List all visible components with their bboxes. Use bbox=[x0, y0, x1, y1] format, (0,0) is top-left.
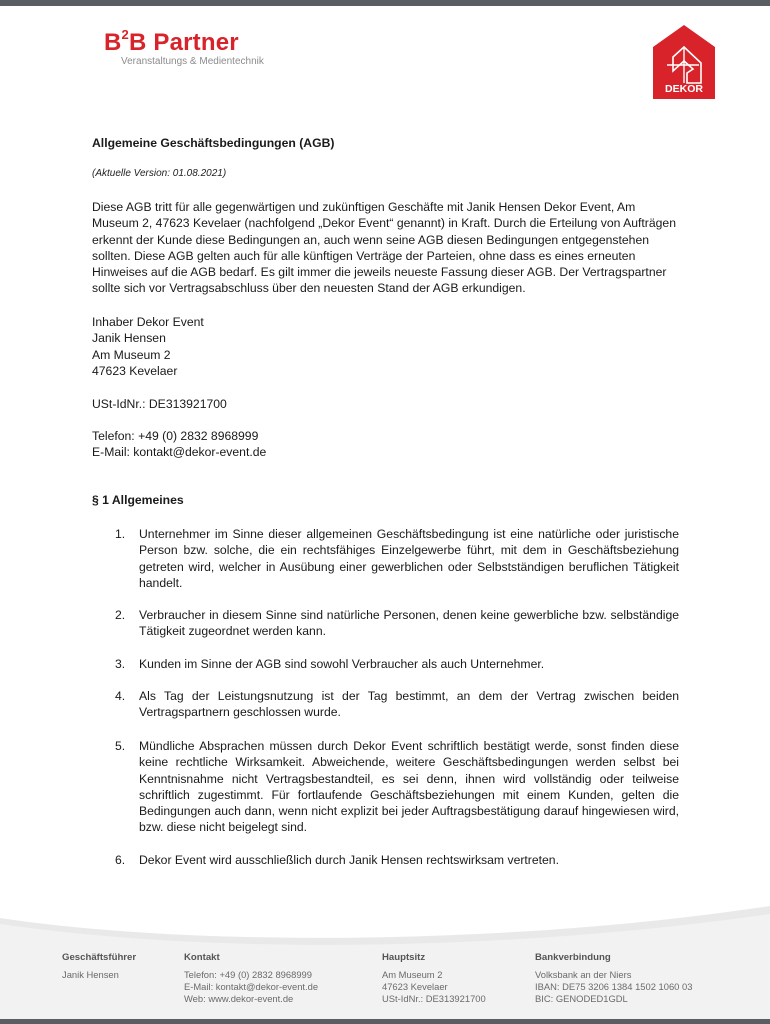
footer-line: IBAN: DE75 3206 1384 1502 1060 03 bbox=[535, 981, 693, 992]
document-version: (Aktuelle Version: 01.08.2021) bbox=[92, 168, 227, 179]
owner-line: 47623 Kevelaer bbox=[92, 363, 178, 378]
contact-block bbox=[92, 428, 266, 461]
footer-heading: Hauptsitz bbox=[382, 952, 426, 963]
footer-contact bbox=[184, 952, 318, 1005]
clause-number: 1. bbox=[115, 527, 126, 541]
clause-number: 5. bbox=[115, 739, 126, 753]
clause-text: Verbraucher in diesem Sinne sind natürliche Personen, denen keine gewerbliche bzw. selbständige Tätigkeit zugeordnet werden kann. bbox=[139, 608, 679, 639]
dekor-logo bbox=[653, 25, 715, 99]
footer-bank bbox=[535, 952, 692, 1005]
clause-text: Unternehmer im Sinne dieser allgemeinen Geschäftsbedingung ist eine natürliche oder juristische Person bzw. solche, die ein rechtsfähiges Einzelgewerbe führt, mit dem in Geschäftsbeziehung getreten wird, welcher in Ausübung einer gewerblichen oder Selbstständigen beruflichen Tätigkeit handelt. bbox=[139, 527, 679, 590]
vat-id: USt-IdNr.: DE313921700 bbox=[92, 397, 227, 411]
clause-number: 6. bbox=[115, 853, 126, 867]
footer-heading: Bankverbindung bbox=[535, 952, 611, 963]
owner-line: Janik Hensen bbox=[92, 331, 166, 346]
owner-line: Am Museum 2 bbox=[92, 347, 171, 362]
footer-line: Am Museum 2 bbox=[382, 969, 443, 980]
phone-text: Telefon: +49 (0) 2832 8968999 bbox=[92, 429, 259, 443]
footer-line: E-Mail: kontakt@dekor-event.de bbox=[184, 981, 319, 992]
dekor-logo-text: DEKOR bbox=[665, 83, 703, 95]
b2b-partner-logo bbox=[104, 27, 264, 67]
bottom-bar bbox=[0, 1019, 770, 1024]
footer-line: Web: www.dekor-event.de bbox=[184, 993, 294, 1004]
clause-item bbox=[92, 656, 682, 672]
intro-paragraph: Diese AGB tritt für alle gegenwärtigen und zukünftigen Geschäfte mit Janik Hensen Dekor Event, Am Museum 2, 47623 Kevelaer (nachfolgend „Dekor Event“ genannt) in Kraft. Durch die Erteilung von Aufträgen erkennt der Kunde diese Bedingungen an, auch wenn seine AGB diesen Bedingungen entgegenstehen sollten. Diese AGB gelten auch für alle künftigen Verträge der Parteien, ohne dass es eines erneuten Hinweises auf die AGB bedarf. Es gilt immer die jeweils neueste Fassung dieser AGB. Der Vertragspartner sollte sich vor Vertragsabschluss über den neuesten Stand der AGB erkundigen. bbox=[92, 200, 676, 296]
footer-heading: Geschäftsführer bbox=[62, 952, 137, 963]
footer-headquarters bbox=[382, 952, 486, 1005]
footer-line: Janik Hensen bbox=[62, 969, 119, 980]
footer-line: Telefon: +49 (0) 2832 8968999 bbox=[184, 969, 312, 980]
footer-line: Volksbank an der Niers bbox=[535, 969, 632, 980]
clause-number: 2. bbox=[115, 608, 126, 622]
clause-number: 4. bbox=[115, 689, 126, 703]
clause-number: 3. bbox=[115, 657, 126, 671]
clause-item bbox=[92, 688, 682, 721]
owner-address bbox=[92, 314, 204, 379]
clause-item bbox=[92, 607, 682, 640]
document-title: Allgemeine Geschäftsbedingungen (AGB) bbox=[92, 136, 335, 150]
clause-text: Dekor Event wird ausschließlich durch Janik Hensen rechtswirksam vertreten. bbox=[139, 853, 559, 867]
email-text: E-Mail: kontakt@dekor-event.de bbox=[92, 445, 267, 460]
top-bar bbox=[0, 0, 770, 6]
footer-line: BIC: GENODED1GDL bbox=[535, 993, 628, 1004]
clause-text: Mündliche Absprachen müssen durch Dekor Event schriftlich bestätigt werde, sonst finden diese keine rechtliche Wirksamkeit. Abweichende, weitere Geschäftsbedingungen werden selbst bei Kenntnisnahme nicht Vertragsbestandteil, es sei denn, ihnen wird vollständig oder teilweise schriftlich zugestimmt. Für fortlaufende Geschäftsbeziehungen mit einem Kunden, gelten die Bedingungen auch dann, wenn nicht explizit bei jeder Auftragsbestätigung darauf hingewiesen wird, bzw. diese nicht beigelegt sind. bbox=[139, 739, 679, 835]
clause-text: Kunden im Sinne der AGB sind sowohl Verbraucher als auch Unternehmer. bbox=[139, 657, 545, 671]
clause-item bbox=[92, 738, 682, 836]
owner-line: Inhaber Dekor Event bbox=[92, 315, 204, 329]
clause-text: Als Tag der Leistungsnutzung ist der Tag bestimmt, an dem der Vertrag zwischen beiden Vertragspartnern geschlossen wurde. bbox=[139, 689, 679, 720]
footer-heading: Kontakt bbox=[184, 952, 220, 963]
footer-line: USt-IdNr.: DE313921700 bbox=[382, 993, 486, 1004]
clause-item bbox=[92, 526, 682, 591]
logo-subtitle: Veranstaltungs & Medientechnik bbox=[121, 56, 264, 67]
clause-item bbox=[92, 852, 682, 868]
section-title: § 1 Allgemeines bbox=[92, 493, 184, 507]
logo-title: $B^2B$ Partner bbox=[104, 27, 239, 56]
footer-management bbox=[62, 952, 136, 981]
footer-line: 47623 Kevelaer bbox=[382, 981, 448, 992]
